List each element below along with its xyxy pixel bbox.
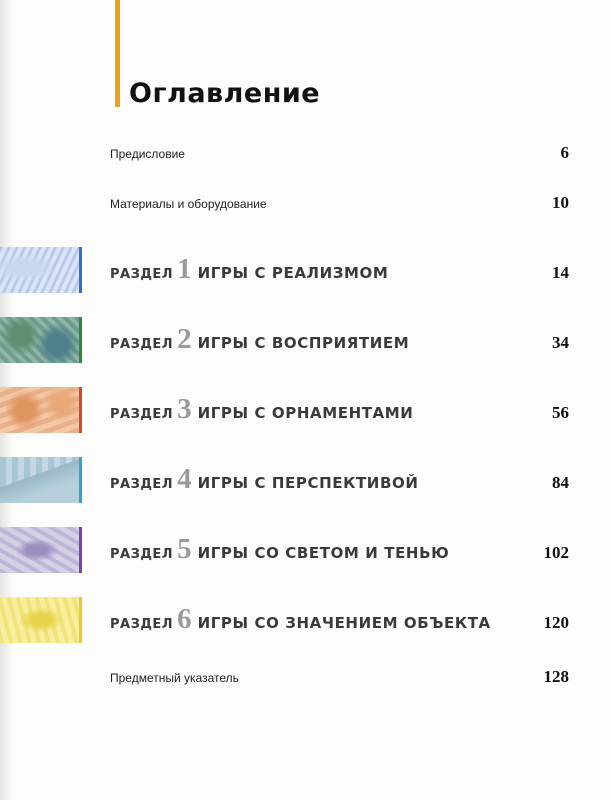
section-word: РАЗДЕЛ — [110, 407, 174, 422]
toc-page-number: 14 — [552, 263, 569, 282]
toc-page-number: 128 — [543, 667, 569, 686]
section-6-thumbnail — [0, 597, 82, 643]
toc-entry-materials[interactable] — [110, 193, 569, 213]
toc-section-1[interactable] — [110, 255, 569, 284]
section-2-thumbnail — [0, 317, 82, 363]
toc-section-5[interactable] — [110, 535, 569, 564]
toc-entry-label: Предметный указатель — [110, 671, 239, 685]
toc-section-2[interactable] — [110, 325, 569, 354]
section-5-thumbnail — [0, 527, 82, 573]
toc-page-number: 34 — [552, 333, 569, 352]
section-title: ИГРЫ С ПЕРСПЕКТИВОЙ — [197, 474, 419, 492]
section-title: ИГРЫ С РЕАЛИЗМОМ — [197, 264, 389, 282]
section-number: 2 — [177, 323, 192, 355]
toc-page-number: 6 — [560, 143, 569, 162]
toc-page-number: 120 — [543, 613, 569, 632]
section-heading — [110, 325, 409, 354]
toc-page-number: 84 — [552, 473, 569, 492]
section-heading — [110, 255, 388, 284]
toc-entry-index[interactable] — [110, 667, 569, 687]
toc-page-number: 10 — [552, 193, 569, 212]
section-number: 6 — [177, 603, 192, 635]
page-title: Оглавление — [129, 78, 321, 109]
section-heading — [110, 395, 413, 424]
title-accent-bar — [115, 0, 120, 107]
section-number: 3 — [177, 393, 192, 425]
section-word: РАЗДЕЛ — [110, 337, 174, 352]
section-word: РАЗДЕЛ — [110, 477, 174, 492]
section-color-stripe — [79, 527, 82, 573]
section-heading — [110, 535, 449, 564]
section-3-thumbnail — [0, 387, 82, 433]
toc-section-3[interactable] — [110, 395, 569, 424]
section-word: РАЗДЕЛ — [110, 267, 174, 282]
section-title: ИГРЫ С ВОСПРИЯТИЕМ — [197, 334, 410, 352]
toc-page-number: 102 — [543, 543, 569, 562]
section-1-thumbnail — [0, 247, 82, 293]
section-heading — [110, 605, 491, 634]
section-color-stripe — [79, 597, 82, 643]
section-color-stripe — [79, 317, 82, 363]
section-word: РАЗДЕЛ — [110, 547, 174, 562]
section-title: ИГРЫ СО СВЕТОМ И ТЕНЬЮ — [197, 544, 450, 562]
section-word: РАЗДЕЛ — [110, 617, 174, 632]
section-number: 5 — [177, 533, 192, 565]
section-color-stripe — [79, 387, 82, 433]
section-number: 4 — [177, 463, 192, 495]
section-number: 1 — [177, 253, 192, 285]
section-title: ИГРЫ С ОРНАМЕНТАМИ — [197, 404, 414, 422]
section-title: ИГРЫ СО ЗНАЧЕНИЕМ ОБЪЕКТА — [197, 614, 491, 632]
toc-entry-preface[interactable] — [110, 143, 569, 163]
toc-page-number: 56 — [552, 403, 569, 422]
section-color-stripe — [79, 457, 82, 503]
section-color-stripe — [79, 247, 82, 293]
toc-section-4[interactable] — [110, 465, 569, 494]
toc-entry-label: Предисловие — [110, 147, 185, 161]
toc-entry-label: Материалы и оборудование — [110, 197, 267, 211]
section-4-thumbnail — [0, 457, 82, 503]
toc-section-6[interactable] — [110, 605, 569, 634]
section-heading — [110, 465, 418, 494]
